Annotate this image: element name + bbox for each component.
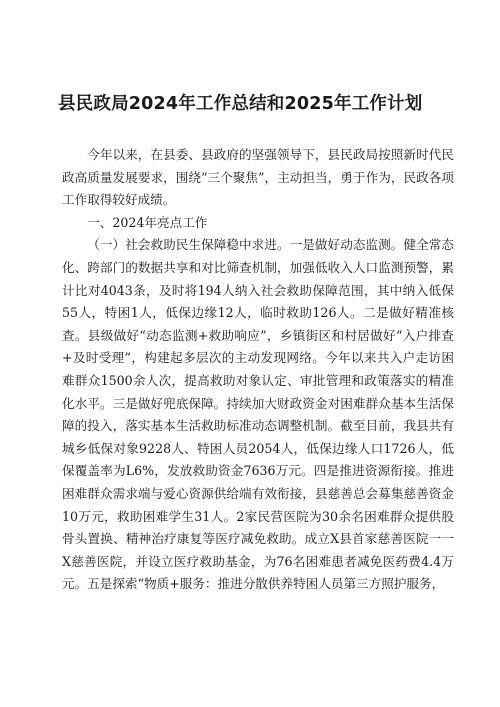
section-heading: 一、2024年亮点工作	[87, 214, 208, 230]
intro-paragraph: 今年以来，在县委、县政府的坚强领导下，县民政局按照新时代民政高质量发展要求，围绕“三个聚焦”，主动担当，勇于作为，民政各项工作取得较好成绩。	[62, 147, 454, 208]
document-title: 县民政局2024年工作总结和2025年工作计划	[58, 94, 423, 114]
document-body	[62, 144, 454, 596]
body-paragraph: （一）社会救助民生保障稳中求进。一是做好动态监测。健全常态化、跨部门的数据共享和对比筛查机制，加强低收入人口监测预警，累计比对4043条，及时将194人纳入社会救助保障范围，其中纳入低保55人，特困1人，低保边缘12人，临时救助126人。二是做好精准核查。县级做好“动态监测+救助响应”，乡镇街区和村居做好“入户排查+及时受理”，构建起多层次的主动发现网络。今年以来共入户走访困难群众1500余人次，提高救助对象认定、审批管理和政策落实的精准化水平。三是做好兜底保障。持续加大财政资金对困难群众基本生活保障的投入，落实基本生活救助标准动态调整机制。截至目前，我县共有城乡低保对象9228人、特困人员2054人，低保边缘人口1726人，低保覆盖率为L6%，发放救助资金7636万元。四是推进资源衔接。推进困难群众需求端与爱心资源供给端有效衔接，县慈善总会募集慈善资金10万元，救助困难学生31人。2家民营医院为30余名困难群众提供股骨头置换、精神治疗康复等医疗减免救助。成立X县首家慈善医院一一X慈善医院，并设立医疗救助基金，为76名困难患者减免医药费4.4万元。五是探索“物质+服务：推进分散供养特困人员第三方照护服务，	[62, 237, 454, 592]
